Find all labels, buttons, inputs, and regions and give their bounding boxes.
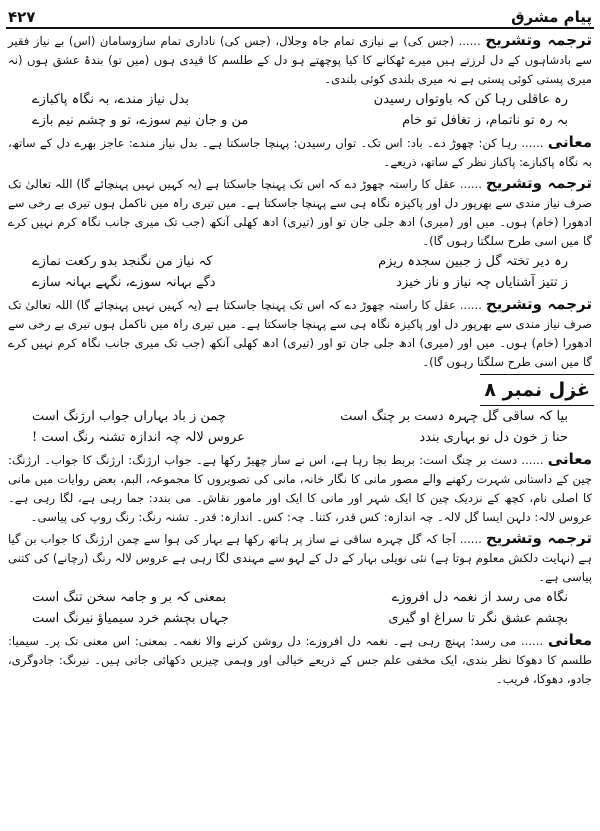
- section-label: معانی: [547, 631, 593, 649]
- ghazal-heading: غزل نمبر ۸: [480, 374, 594, 406]
- verse-first-hemistich: بہ رہ تو ناتمام، ز تغافل تو خام: [402, 113, 568, 128]
- paragraph: [6, 133, 594, 172]
- verse-first-hemistich: ز تتیز آشنایاں چہ نیاز و ناز خیزد: [396, 275, 568, 290]
- section-label: معانی: [547, 450, 592, 468]
- verse-second-hemistich: جہاں بچشم خرد سیمیاؤ نیرنگ است: [32, 611, 229, 626]
- section-label: معانی: [547, 133, 592, 151]
- paragraph: [6, 529, 594, 587]
- verse-first-hemistich: حنا ز خون دل نو بہاری بندد: [419, 430, 568, 445]
- verse-couplet: [6, 427, 594, 448]
- section-label: ترجمہ وتشریح: [485, 31, 593, 49]
- verse-couplet: [6, 110, 594, 131]
- verse-second-hemistich: بمعنی کہ بر و جامہ سخن تنگ است: [32, 590, 227, 605]
- document-page: [6, 4, 594, 826]
- verse-first-hemistich: رہ عاقلی رہا کن کہ باوتواں رسیدن: [373, 92, 568, 107]
- page-body: [6, 31, 594, 689]
- verse-couplet: [6, 587, 594, 608]
- paragraph: [6, 174, 594, 251]
- verse-second-hemistich: چمن ز باد بہاراں جواب ارژنگ است: [32, 409, 226, 424]
- verse-first-hemistich: رہ دیر تختہ گل ز جبین سجدہ ریزم: [378, 254, 568, 269]
- section-label: ترجمہ وتشریح: [485, 529, 592, 547]
- verse-couplet: [6, 608, 594, 629]
- verse-second-hemistich: من و جان نیم سوزے، تو و چشم نیم بازے: [32, 113, 249, 128]
- paragraph-text: ...... آجا کہ گل چہرہ ساقی نے ساز پر ہاتھ رکھا ہے بہار کی ہوا سے چمن ارژنگ کا جواب بن گیا ہے (نہایت دلکش معلوم ہوتا ہے) نئی نویلی بہار کے دل کے لہو سے مہندی لگا رہی ہے عروس لالہ رنگ (رچانے) کی کتنی پیاسی ہے۔: [8, 532, 592, 584]
- paragraph: [6, 450, 594, 527]
- page-header: [6, 4, 594, 29]
- page-number: ۴۲۷: [8, 8, 36, 26]
- section-label: ترجمہ وتشریح: [485, 174, 593, 192]
- paragraph: [6, 31, 594, 89]
- paragraph-text: ...... دست بر چنگ است: بربط بجا رہا ہے، اس نے ساز چھیڑ رکھا ہے۔ جواب ارژنگ: ارژنگ کا جواب۔ ارژنگ: چین کے داستانی شہرت رکھنے والے مصور مانی کا نگار خانہ، مانی کی تصویروں کا مجموعہ، البم، بعض روایات میں مانی کا اصلی نام، کچھ کے نزدیک چین کا ایک شہر اور مانی کا ایک اور مامور نقاش۔ می بندد: جما رہی ہے، لگا رہی ہے۔ عروس لالہ: دلہن ایسا گل لالہ۔ چہ اندازہ: کس قدر، کتنا۔ چہ: کس۔ اندازہ: قدر۔ تشنہ رنگ: رنگ روپ کی پیاسی۔: [8, 453, 592, 524]
- paragraph-text: ...... (جس کی) بے نیازی تمام جاہ وجلال، (جس کی) ناداری تمام سازوسامان (اس) بے نیاز فقیر سے بادشاہوں کے دل لرزتے ہیں میرے ٹھکانے کا کیا پوچھتے ہو دل کے طلسم کا قیدی ہوں (میں تو) بندۂ عشق ہوں (نہ میری پستی کوئی پستی ہے نہ میری بلندی کوئی بلندی۔: [8, 34, 592, 86]
- verse-couplet: [6, 251, 594, 272]
- verse-second-hemistich: دگے بہانہ سوزے، نگہے بہانہ سازے: [32, 275, 216, 290]
- verse-first-hemistich: بچشم عشق نگر تا سراغ او گیری: [388, 611, 568, 626]
- paragraph-text: ...... عقل کا راستہ چھوڑ دے کہ اس تک پہنچا جاسکتا ہے (یہ کہیں نہیں پہنچائے گا) اللہ تعالیٰ تک صرف نیاز مندی سے بھرپور دل اور پاکیزہ نگاہ ہی سے پہنچا جاسکتا ہے۔ میں تیری راہ میں ناکمل ہوں تیری بے رخی سے ادھورا (خام) ہوں۔ میں اور (میری) ادھ جلی جان تو اور (تیری) ادھ کھلی آنکھ (جب تک میری جانب نگاہ کرم نہیں کرے گا میں اسی طرح سلگتا رہوں گا)۔: [8, 298, 592, 369]
- verse-second-hemistich: بدل نیاز مندے، بہ نگاہ پاکبازے: [32, 92, 190, 107]
- book-title: پیامِ مشرق: [511, 8, 592, 26]
- section-label: ترجمہ وتشریح: [485, 295, 593, 313]
- verse-couplet: [6, 272, 594, 293]
- verse-first-hemistich: بیا کہ ساقی گل چہرہ دست بر چنگ است: [340, 409, 568, 424]
- paragraph: [6, 631, 594, 689]
- paragraph-text: ...... رہا کن: چھوڑ دے۔ باد: اس تک۔ تواں رسیدن: پہنچا جاسکتا ہے۔ بدل نیاز مندے: عاجز بھرے دل کے ساتھ، بہ نگاہ پاکبازے: پاکباز نظر کے ساتھ، ذریعے۔: [8, 136, 592, 169]
- paragraph: [6, 295, 594, 372]
- verse-couplet: [6, 89, 594, 110]
- paragraph-text: ...... عقل کا راستہ چھوڑ دے کہ اس تک پہنچا جاسکتا ہے (یہ کہیں نہیں پہنچائے گا) اللہ تعالیٰ تک صرف نیاز مندی سے بھرپور دل اور پاکیزہ نگاہ ہی سے پہنچا جاسکتا ہے۔ میں تیری راہ میں ناکمل ہوں تیری بے رخی سے ادھورا (خام) ہوں۔ میں اور (میری) ادھ جلی جان تو اور (تیری) ادھ کھلی آنکھ (جب تک میری جانب نگاہ کرم نہیں کرے گا میں اسی طرح سلگتا رہوں گا)۔: [8, 177, 592, 248]
- verse-first-hemistich: نگاہ می رسد از نغمہ دل افروزے: [391, 590, 568, 605]
- verse-couplet: [6, 406, 594, 427]
- verse-second-hemistich: کہ نیاز من نگنجد بدو رکعت نمازے: [32, 254, 213, 269]
- paragraph-text: ...... می رسد: پہنچ رہی ہے۔ نغمہ دل افروزے: دل روشن کرنے والا نغمہ۔ بمعنی: اس معنی تک پر۔ سیمیا: طلسم کا دھوکا نظر بندی، ایک مخفی علم جس کے ذریعے خیالی اور وہمی چیزیں دکھائی جاتی ہیں۔ نیرنگ: جادوگری، جادو، دھوکا، فریب۔: [8, 634, 592, 686]
- verse-second-hemistich: عروس لالہ چہ اندازہ تشنہ رنگ است !: [32, 430, 245, 445]
